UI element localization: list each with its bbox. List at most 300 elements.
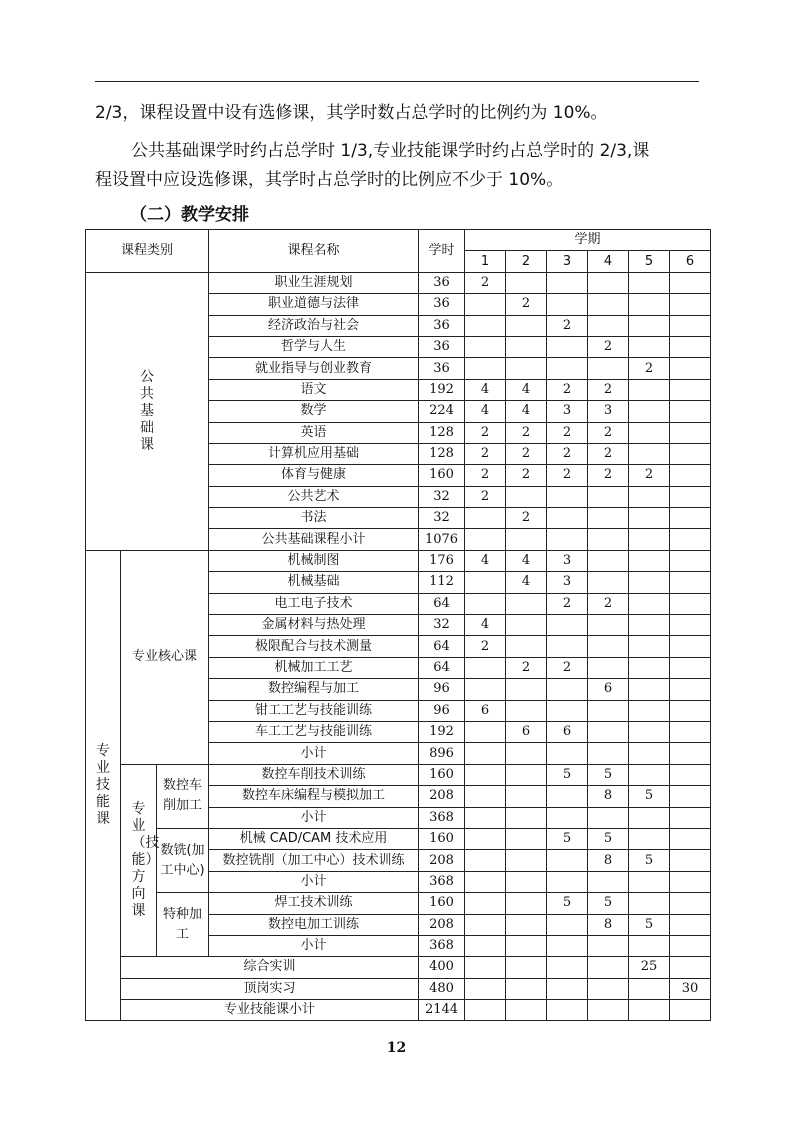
term-2-cell	[506, 272, 547, 293]
term-2-cell	[506, 850, 547, 871]
table-row	[86, 550, 711, 571]
term-2-cell	[506, 743, 547, 764]
term-2-cell: 2	[506, 657, 547, 678]
term-2-cell	[506, 807, 547, 828]
term-2-cell	[506, 978, 547, 999]
hours-cell: 160	[419, 764, 465, 785]
term-4-cell	[588, 743, 629, 764]
header-course-name: 课程名称	[209, 230, 419, 273]
course-name-cell: 小计	[209, 935, 419, 956]
term-4-cell	[588, 807, 629, 828]
term-5-cell	[629, 700, 670, 721]
hours-cell: 368	[419, 807, 465, 828]
core-label: 专业核心课	[121, 550, 209, 764]
term-4-cell	[588, 657, 629, 678]
term-3-cell	[547, 336, 588, 357]
table-row	[86, 978, 711, 999]
term-1-cell: 4	[465, 379, 506, 400]
term-5-cell	[629, 294, 670, 315]
hours-cell: 112	[419, 572, 465, 593]
term-3-cell	[547, 850, 588, 871]
term-3-cell	[547, 615, 588, 636]
term-1-cell: 2	[465, 636, 506, 657]
term-4-cell	[588, 871, 629, 892]
course-name-cell: 就业指导与创业教育	[209, 358, 419, 379]
term-2-cell	[506, 615, 547, 636]
table-row	[86, 764, 711, 785]
term-2-cell	[506, 1000, 547, 1021]
term-5-cell	[629, 828, 670, 849]
term-3-cell	[547, 935, 588, 956]
term-4-cell: 2	[588, 443, 629, 464]
course-name-cell: 数控电加工训练	[209, 914, 419, 935]
term-3-cell	[547, 743, 588, 764]
term-3-cell: 5	[547, 893, 588, 914]
term-5-cell	[629, 272, 670, 293]
term-4-cell	[588, 529, 629, 550]
term-5-cell: 25	[629, 957, 670, 978]
hours-cell: 368	[419, 871, 465, 892]
term-4-cell: 2	[588, 593, 629, 614]
term-6-cell	[670, 636, 711, 657]
term-4-cell: 5	[588, 764, 629, 785]
term-1-cell	[465, 764, 506, 785]
course-name-cell: 车工工艺与技能训练	[209, 721, 419, 742]
term-4-cell	[588, 935, 629, 956]
term-2-cell	[506, 764, 547, 785]
term-3-cell	[547, 486, 588, 507]
term-3-cell	[547, 529, 588, 550]
term-5-cell	[629, 315, 670, 336]
term-3-cell	[547, 978, 588, 999]
term-2-cell	[506, 315, 547, 336]
term-3-cell: 2	[547, 443, 588, 464]
direction-label	[121, 764, 160, 957]
term-4-cell	[588, 957, 629, 978]
course-name-cell: 极限配合与技术测量	[209, 636, 419, 657]
term-5-cell	[629, 529, 670, 550]
paragraph-line-2: 公共基础课学时约占总学时 1/3,专业技能课学时约占总学时的 2/3,课	[131, 141, 650, 161]
course-name-cell: 英语	[209, 422, 419, 443]
term-3-cell	[547, 508, 588, 529]
term-6-cell	[670, 272, 711, 293]
term-2-cell	[506, 786, 547, 807]
term-6-cell	[670, 1000, 711, 1021]
term-5-cell	[629, 550, 670, 571]
paragraph-line-1: 2/3，课程设置中设有选修课，其学时数占总学时的比例约为 10%。	[95, 103, 608, 123]
term-2-cell	[506, 957, 547, 978]
hours-cell: 36	[419, 358, 465, 379]
term-6-cell	[670, 572, 711, 593]
header-term-1: 1	[465, 251, 506, 272]
term-6-cell	[670, 807, 711, 828]
course-name-cell: 电工电子技术	[209, 593, 419, 614]
course-name-cell: 机械基础	[209, 572, 419, 593]
term-6-cell	[670, 786, 711, 807]
term-4-cell: 8	[588, 786, 629, 807]
hours-cell: 160	[419, 828, 465, 849]
term-4-cell: 8	[588, 914, 629, 935]
term-6-cell	[670, 443, 711, 464]
course-name-cell: 数控车削技术训练	[209, 764, 419, 785]
hours-cell: 64	[419, 636, 465, 657]
hours-cell: 32	[419, 486, 465, 507]
term-5-cell	[629, 657, 670, 678]
hours-cell: 160	[419, 893, 465, 914]
term-4-cell: 8	[588, 850, 629, 871]
term-6-cell	[670, 401, 711, 422]
term-6-cell	[670, 615, 711, 636]
term-3-cell: 2	[547, 657, 588, 678]
course-name-cell: 经济政治与社会	[209, 315, 419, 336]
term-6-cell	[670, 486, 711, 507]
term-3-cell: 3	[547, 550, 588, 571]
course-name-cell: 数学	[209, 401, 419, 422]
term-1-cell	[465, 1000, 506, 1021]
term-4-cell	[588, 572, 629, 593]
public-basic-label	[86, 272, 209, 550]
term-6-cell	[670, 957, 711, 978]
hours-cell: 208	[419, 914, 465, 935]
course-name-cell: 公共基础课程小计	[209, 529, 419, 550]
term-3-cell: 5	[547, 764, 588, 785]
term-1-cell: 4	[465, 550, 506, 571]
header-hours: 学时	[419, 230, 465, 273]
term-1-cell	[465, 508, 506, 529]
term-3-cell	[547, 786, 588, 807]
term-2-cell	[506, 358, 547, 379]
term-3-cell	[547, 957, 588, 978]
term-5-cell	[629, 593, 670, 614]
term-1-cell	[465, 828, 506, 849]
hours-cell: 36	[419, 294, 465, 315]
hours-cell: 896	[419, 743, 465, 764]
special-machining-label: 特种加工	[157, 893, 209, 957]
term-3-cell	[547, 914, 588, 935]
summary-label-cell: 顶岗实习	[121, 978, 419, 999]
course-name-cell: 钳工工艺与技能训练	[209, 700, 419, 721]
term-5-cell	[629, 743, 670, 764]
term-5-cell	[629, 615, 670, 636]
term-1-cell	[465, 336, 506, 357]
term-1-cell	[465, 657, 506, 678]
hours-cell: 160	[419, 465, 465, 486]
table-row	[86, 272, 711, 293]
course-name-cell: 小计	[209, 743, 419, 764]
table-row	[86, 1000, 711, 1021]
term-3-cell	[547, 1000, 588, 1021]
term-2-cell: 2	[506, 465, 547, 486]
hours-cell: 96	[419, 700, 465, 721]
section-heading: （二）教学安排	[130, 205, 249, 225]
hours-cell: 64	[419, 657, 465, 678]
term-2-cell: 2	[506, 294, 547, 315]
term-3-cell	[547, 871, 588, 892]
term-6-cell	[670, 700, 711, 721]
hours-cell: 368	[419, 935, 465, 956]
term-1-cell	[465, 572, 506, 593]
term-2-cell	[506, 636, 547, 657]
term-3-cell: 6	[547, 721, 588, 742]
term-2-cell: 6	[506, 721, 547, 742]
term-5-cell	[629, 871, 670, 892]
term-1-cell	[465, 529, 506, 550]
header-term-5: 5	[629, 251, 670, 272]
term-6-cell	[670, 893, 711, 914]
term-6-cell	[670, 358, 711, 379]
course-name-cell: 书法	[209, 508, 419, 529]
header-rule	[95, 81, 699, 82]
term-4-cell	[588, 272, 629, 293]
course-name-cell: 哲学与人生	[209, 336, 419, 357]
header-term-3: 3	[547, 251, 588, 272]
term-4-cell	[588, 721, 629, 742]
term-6-cell	[670, 914, 711, 935]
term-6-cell	[670, 935, 711, 956]
term-6-cell	[670, 379, 711, 400]
term-4-cell	[588, 294, 629, 315]
summary-label-cell: 专业技能课小计	[121, 1000, 419, 1021]
term-3-cell: 2	[547, 315, 588, 336]
term-4-cell	[588, 700, 629, 721]
term-6-cell	[670, 336, 711, 357]
hours-cell: 192	[419, 379, 465, 400]
term-2-cell	[506, 700, 547, 721]
hours-cell: 176	[419, 550, 465, 571]
term-4-cell	[588, 486, 629, 507]
term-1-cell	[465, 914, 506, 935]
term-1-cell	[465, 978, 506, 999]
term-5-cell: 2	[629, 358, 670, 379]
term-3-cell	[547, 272, 588, 293]
term-1-cell	[465, 957, 506, 978]
hours-cell: 36	[419, 315, 465, 336]
course-name-cell: 体育与健康	[209, 465, 419, 486]
table-row	[86, 828, 711, 849]
term-1-cell	[465, 871, 506, 892]
term-4-cell	[588, 550, 629, 571]
hours-cell: 2144	[419, 1000, 465, 1021]
term-6-cell	[670, 465, 711, 486]
term-1-cell: 2	[465, 465, 506, 486]
term-2-cell: 4	[506, 572, 547, 593]
term-4-cell: 2	[588, 465, 629, 486]
table-row	[86, 957, 711, 978]
term-2-cell	[506, 871, 547, 892]
term-3-cell: 2	[547, 422, 588, 443]
term-2-cell: 4	[506, 550, 547, 571]
course-name-cell: 机械 CAD/CAM 技术应用	[209, 828, 419, 849]
term-5-cell: 2	[629, 465, 670, 486]
term-5-cell	[629, 422, 670, 443]
term-4-cell	[588, 315, 629, 336]
term-6-cell	[670, 315, 711, 336]
term-1-cell	[465, 593, 506, 614]
term-5-cell: 5	[629, 914, 670, 935]
term-5-cell	[629, 572, 670, 593]
hours-cell: 128	[419, 422, 465, 443]
header-term-6: 6	[670, 251, 711, 272]
term-4-cell	[588, 615, 629, 636]
hours-cell: 96	[419, 679, 465, 700]
term-2-cell: 2	[506, 443, 547, 464]
hours-cell: 64	[419, 593, 465, 614]
term-5-cell	[629, 636, 670, 657]
term-3-cell	[547, 807, 588, 828]
term-6-cell	[670, 294, 711, 315]
term-3-cell	[547, 294, 588, 315]
term-1-cell	[465, 721, 506, 742]
term-1-cell	[465, 315, 506, 336]
term-1-cell	[465, 358, 506, 379]
term-3-cell	[547, 679, 588, 700]
term-1-cell	[465, 850, 506, 871]
term-6-cell	[670, 422, 711, 443]
teaching-schedule-table	[85, 229, 711, 1021]
course-name-cell: 语文	[209, 379, 419, 400]
hours-cell: 32	[419, 615, 465, 636]
term-5-cell	[629, 807, 670, 828]
course-name-cell: 公共艺术	[209, 486, 419, 507]
hours-cell: 480	[419, 978, 465, 999]
page-number: 12	[386, 1040, 407, 1056]
term-4-cell	[588, 1000, 629, 1021]
term-3-cell	[547, 636, 588, 657]
hours-cell: 36	[419, 272, 465, 293]
term-1-cell	[465, 807, 506, 828]
term-3-cell	[547, 700, 588, 721]
term-6-cell	[670, 508, 711, 529]
term-4-cell: 2	[588, 422, 629, 443]
term-6-cell	[670, 850, 711, 871]
hours-cell: 128	[419, 443, 465, 464]
course-name-cell: 机械制图	[209, 550, 419, 571]
term-5-cell	[629, 336, 670, 357]
course-name-cell: 计算机应用基础	[209, 443, 419, 464]
hours-cell: 208	[419, 850, 465, 871]
term-2-cell: 4	[506, 379, 547, 400]
term-5-cell	[629, 893, 670, 914]
term-4-cell: 6	[588, 679, 629, 700]
hours-cell: 1076	[419, 529, 465, 550]
course-name-cell: 小计	[209, 807, 419, 828]
term-1-cell	[465, 893, 506, 914]
term-1-cell	[465, 294, 506, 315]
term-2-cell	[506, 679, 547, 700]
table-row	[86, 893, 711, 914]
term-5-cell	[629, 443, 670, 464]
term-4-cell	[588, 978, 629, 999]
term-6-cell	[670, 764, 711, 785]
term-6-cell: 30	[670, 978, 711, 999]
course-name-cell: 职业生涯规划	[209, 272, 419, 293]
term-2-cell	[506, 914, 547, 935]
term-4-cell: 2	[588, 379, 629, 400]
paragraph-line-3: 程设置中应设选修课，其学时占总学时的比例应不少于 10%。	[95, 170, 564, 190]
term-5-cell	[629, 679, 670, 700]
term-5-cell	[629, 1000, 670, 1021]
professional-label-text: 专业技能课	[96, 743, 110, 828]
term-2-cell	[506, 593, 547, 614]
course-name-cell: 职业道德与法律	[209, 294, 419, 315]
term-2-cell	[506, 893, 547, 914]
term-6-cell	[670, 871, 711, 892]
header-row	[86, 230, 711, 251]
term-1-cell: 4	[465, 401, 506, 422]
table-body	[86, 230, 711, 1021]
header-term-4: 4	[588, 251, 629, 272]
public-basic-label-text: 公共基础课	[140, 368, 154, 453]
term-3-cell: 2	[547, 465, 588, 486]
hours-cell: 400	[419, 957, 465, 978]
term-1-cell: 2	[465, 486, 506, 507]
term-1-cell: 4	[465, 615, 506, 636]
hours-cell: 208	[419, 786, 465, 807]
term-3-cell: 2	[547, 593, 588, 614]
course-name-cell: 金属材料与热处理	[209, 615, 419, 636]
term-6-cell	[670, 828, 711, 849]
course-name-cell: 焊工技术训练	[209, 893, 419, 914]
term-5-cell	[629, 486, 670, 507]
term-5-cell	[629, 764, 670, 785]
term-6-cell	[670, 679, 711, 700]
course-name-cell: 数控车床编程与模拟加工	[209, 786, 419, 807]
term-4-cell: 5	[588, 828, 629, 849]
term-5-cell	[629, 935, 670, 956]
term-2-cell: 2	[506, 508, 547, 529]
term-2-cell	[506, 336, 547, 357]
term-5-cell	[629, 978, 670, 999]
term-1-cell: 6	[465, 700, 506, 721]
term-6-cell	[670, 593, 711, 614]
term-3-cell	[547, 358, 588, 379]
hours-cell: 36	[419, 336, 465, 357]
term-5-cell: 5	[629, 850, 670, 871]
cnc-turning-label: 数控车削加工	[157, 764, 209, 828]
course-name-cell: 机械加工工艺	[209, 657, 419, 678]
term-4-cell: 5	[588, 893, 629, 914]
header-term-2: 2	[506, 251, 547, 272]
term-4-cell: 2	[588, 336, 629, 357]
hours-cell: 224	[419, 401, 465, 422]
term-2-cell	[506, 529, 547, 550]
term-6-cell	[670, 529, 711, 550]
term-6-cell	[670, 743, 711, 764]
cnc-milling-label: 数铣(加工中心)	[157, 828, 209, 892]
term-3-cell: 3	[547, 401, 588, 422]
summary-label-cell: 综合实训	[121, 957, 419, 978]
term-5-cell	[629, 401, 670, 422]
term-6-cell	[670, 550, 711, 571]
term-6-cell	[670, 657, 711, 678]
hours-cell: 32	[419, 508, 465, 529]
direction-label-text: 专业（技能）方向课	[131, 801, 160, 920]
term-5-cell	[629, 379, 670, 400]
course-name-cell: 小计	[209, 871, 419, 892]
term-2-cell	[506, 828, 547, 849]
term-1-cell	[465, 743, 506, 764]
term-4-cell: 3	[588, 401, 629, 422]
course-name-cell: 数控编程与加工	[209, 679, 419, 700]
term-3-cell: 3	[547, 572, 588, 593]
term-3-cell: 5	[547, 828, 588, 849]
term-2-cell: 4	[506, 401, 547, 422]
term-1-cell: 2	[465, 422, 506, 443]
term-1-cell: 2	[465, 443, 506, 464]
term-1-cell	[465, 935, 506, 956]
header-semester: 学期	[465, 230, 711, 251]
term-5-cell	[629, 721, 670, 742]
